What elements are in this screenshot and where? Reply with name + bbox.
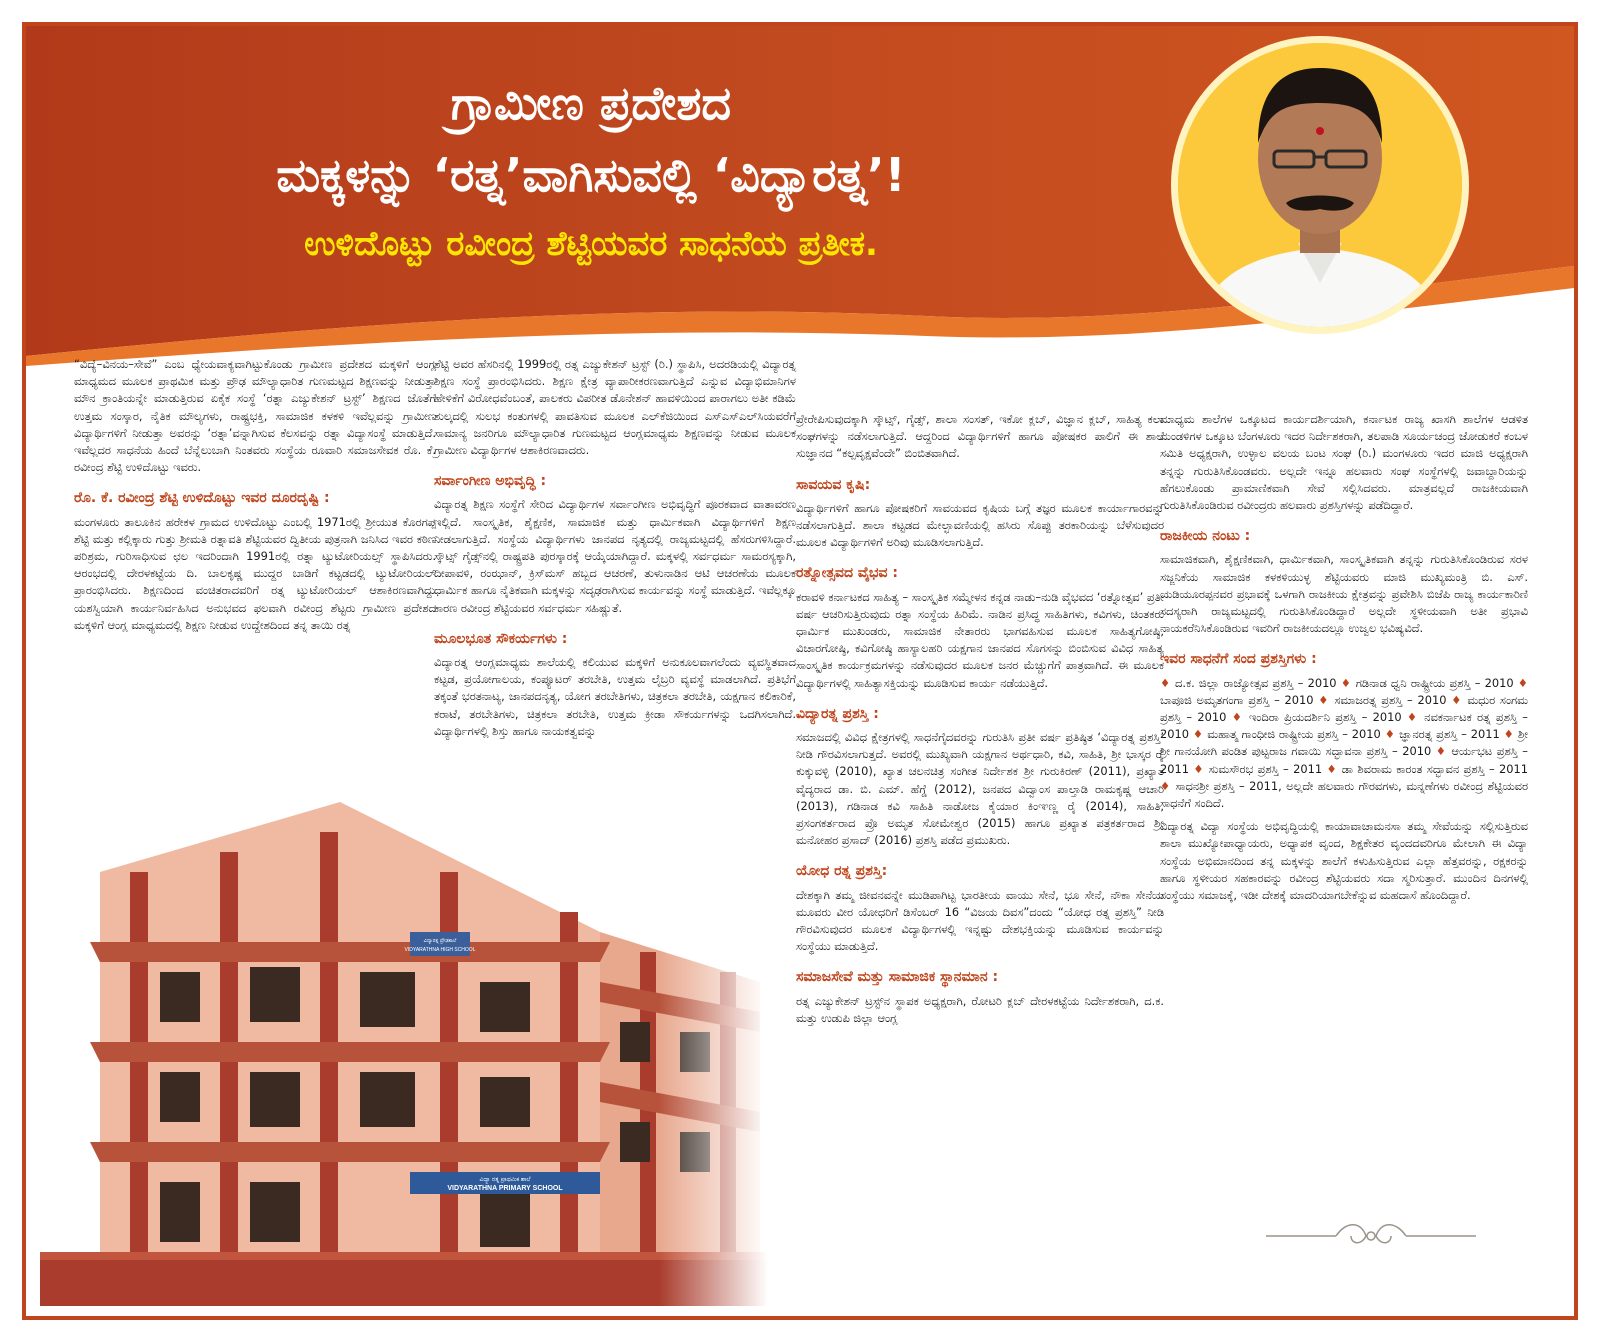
section-title-vidyarathna-award: ವಿದ್ಯಾರತ್ನ ಪ್ರಶಸ್ತಿ :: [796, 705, 879, 722]
clubs-paragraph: ಪ್ರೇರೇಪಿಸುವುದಕ್ಕಾಗಿ ಸ್ಕೌಟ್ಸ್, ಗೈಡ್ಸ್, ಶಾಲಾ ಸಂಸತ್, ಇಕೋ ಕ್ಲಬ್, ವಿಜ್ಞಾನ ಕ್ಲಬ್, ಸಾಹಿತ್ಯ ಕಲಾ ಸಂಘಗಳನ್ನು ನಡೆಸಲಾಗುತ್ತಿದೆ. ಆದ್ದರಿಂದ ವಿದ್ಯಾರ್ಥಿಗಳಿಗೆ ಹಾಗೂ ಪೋಷಕರ ಪಾಲಿಗೆ ಈ ಶಾಲೆ ಸುಜ್ಞಾನದ “ಕಲ್ಪವೃಕ್ಷವೆಂದೇ” ಬಿಂಬಿತವಾಗಿದೆ.: [796, 412, 1164, 461]
portrait-photo: [1171, 36, 1469, 334]
facilities-paragraph: ವಿದ್ಯಾರತ್ನ ಆಂಗ್ಲಮಾಧ್ಯಮ ಶಾಲೆಯಲ್ಲಿ ಕಲಿಯುವ ಮಕ್ಕಳಿಗೆ ಅನುಕೂಲವಾಗಲೆಂದು ವ್ಯವಸ್ಥಿತವಾದ ಕಟ್ಟಡ, ಪ್ರಯೋಗಾಲಯ, ಕಂಪ್ಯೂಟರ್ ತರಬೇತಿ, ಉತ್ತಮ ಲೈಬ್ರರಿ ವ್ಯವಸ್ಥೆ ಮಾಡಲಾಗಿದೆ. ಪ್ರತಿಭೆಗೆ ತಕ್ಕಂತೆ ಭರತನಾಟ್ಯ, ಜಾನಪದನೃತ್ಯ, ಯೋಗ ತರಬೇತಿಗಳು, ಚಿತ್ರಕಲಾ ತರಬೇತಿ, ಯಕ್ಷಗಾನ ಕಲಿಕಾರಿಕೆ, ಕರಾಟೆ, ತರಬೇತಿಗಳು, ಚಿತ್ರಕಲಾ ತರಬೇತಿ, ಉತ್ತಮ ಕ್ರೀಡಾ ಸೌಕರ್ಯಗಳನ್ನು ಒದಗಿಸಲಾಗಿದೆ. ವಿದ್ಯಾರ್ಥಿಗಳಲ್ಲಿ ಶಿಸ್ತು ಹಾಗೂ ನಾಯಕತ್ವವನ್ನು: [434, 655, 796, 738]
social-service-paragraph: ರತ್ನ ಎಜ್ಯುಕೇಶನ್ ಟ್ರಸ್ಟ್‌ನ ಸ್ಥಾಪಕ ಅಧ್ಯಕ್ಷರಾಗಿ, ರೋಟರಿ ಕ್ಲಬ್ ದೇರಳಕಟ್ಟೆಯ ನಿರ್ದೇಶಕರಾಗಿ, ದ.ಕ. ಮತ್ತು ಉಡುಪಿ ಜಿಲ್ಲಾ ಆಂಗ್ಲ: [796, 993, 1164, 1025]
development-paragraph: ವಿದ್ಯಾರತ್ನ ಶಿಕ್ಷಣ ಸಂಸ್ಥೆಗೆ ಸೇರಿದ ವಿದ್ಯಾರ್ಥಿಗಳ ಸರ್ವಾಂಗೀಣ ಅಭಿವೃದ್ಧಿಗೆ ಪೂರಕವಾದ ವಾತಾವರಣ ಇಲ್ಲಿದೆ. ಸಾಂಸ್ಕೃತಿಕ, ಶೈಕ್ಷಣಿಕ, ಸಾಮಾಜಿಕ ಮತ್ತು ಧಾರ್ಮಿಕವಾಗಿ ವಿದ್ಯಾರ್ಥಿಗಳಿಗೆ ಶಿಕ್ಷಣ ನೀಡಲಾಗುತ್ತಿದೆ. ಸಂಸ್ಥೆಯ ವಿದ್ಯಾರ್ಥಿಗಳು ಜಾನಪದ ನೃತ್ಯದಲ್ಲಿ ರಾಜ್ಯಮಟ್ಟದಲ್ಲಿ ಹೆಸರುಗಳಿಸಿದ್ದಾರೆ. ಸ್ಕೌಟ್ಸ್ ಗೈಡ್ಸ್‌ನಲ್ಲಿ ರಾಷ್ಟ್ರಪತಿ ಪುರಸ್ಕಾರಕ್ಕೆ ಆಯ್ಕೆಯಾಗಿದ್ದಾರೆ. ಮಕ್ಕಳಲ್ಲಿ ಸರ್ವಧರ್ಮ ಸಾಮರಸ್ಯಕ್ಕಾಗಿ, ದೀಪಾವಳಿ, ರಂಝಾನ್, ಕ್ರಿಸ್‌ಮಸ್ ಹಬ್ಬದ ಆಚರಣೆ, ತುಳುನಾಡಿನ ಆಟಿ ಆಚರಣೆಯ ಮೂಲಕ ಧಾರ್ಮಿಕ ಹಾಗೂ ನೈತಿಕವಾಗಿ ಮಕ್ಕಳನ್ನು ಸದೃಢರಾಗಿಸುವ ಕಾರ್ಯವನ್ನು ಸಂಸ್ಥೆ ಮಾಡುತ್ತಿದೆ. ಇವೆಲ್ಲಕ್ಕೂ ಕಾರಣ ರವೀಂದ್ರ ಶೆಟ್ಟಿಯವರ ಸರ್ವಧರ್ಮ ಸಹಿಷ್ಣುತೆ.: [434, 497, 796, 615]
school-building-photo: [40, 782, 768, 1306]
page-frame: [22, 22, 1578, 1320]
award-item: ದ.ಕ. ಜಿಲ್ಲಾ ರಾಜ್ಯೋತ್ಸವ ಪ್ರಶಸ್ತಿ – 2010: [1174, 675, 1341, 690]
award-item: ಶ್ರೀ ಶ್ರೀ ಗಾನಯೋಗಿ ಪಂಡಿತ ಪುಟ್ಟರಾಜ ಗವಾಯಿ ಸದ್ಭಾವನಾ ಪ್ರಶಸ್ತಿ – 2010: [1160, 727, 1529, 759]
yodha-award-paragraph: ದೇಶಕ್ಕಾಗಿ ತಮ್ಮ ಜೀವನವನ್ನೇ ಮುಡಿಪಾಗಿಟ್ಟ ಭಾರತೀಯ ವಾಯು ಸೇನೆ, ಭೂ ಸೇನೆ, ನೌಕಾ ಸೇನೆಯ ಮೂವರು ವೀರ ಯೋಧರಿಗೆ ಡಿಸೆಂಬರ್ 16 “ವಿಜಯ ದಿವಸ”ದಂದು “ಯೋಧ ರತ್ನ ಪ್ರಶಸ್ತಿ” ನೀಡಿ ಗೌರವಿಸುವುದರ ಮೂಲಕ ವಿದ್ಯಾರ್ಥಿಗಳಲ್ಲಿ ಇನ್ನಷ್ಟು ದೇಶಭಕ್ತಿಯನ್ನು ಮೂಡಿಸುವ ಕಾರ್ಯವನ್ನು ಸಂಸ್ಥೆಯು ಮಾಡುತ್ತಿದೆ.: [796, 887, 1164, 954]
section-title-development: ಸರ್ವಾಂಗೀಣ ಅಭಿವೃದ್ಧಿ :: [434, 473, 547, 490]
award-item: ಡಾ ಶಿವರಾಮ ಕಾರಂತ ಸದ್ಭಾವನ ಪ್ರಶಸ್ತಿ – 2011: [1341, 761, 1528, 776]
rathnotsava-paragraph: ಕರಾವಳಿ ಕರ್ನಾಟಕದ ಸಾಹಿತ್ಯ – ಸಾಂಸ್ಕೃತಿಕ ಸಮ್ಮೇಳನ ಕನ್ನಡ ನಾಡು–ನುಡಿ ವೈಭವದ ‘ರತ್ನೋತ್ಸವ’ ಪ್ರತೀ ವರ್ಷ ಆಚರಿಸುತ್ತಿರುವುದು ರತ್ನಾ ಸಂಸ್ಥೆಯ ಹಿರಿಮೆ. ನಾಡಿನ ಪ್ರಸಿದ್ಧ ಸಾಹಿತಿಗಳು, ಕವಿಗಳು, ಚಿಂತಕರು ಧಾರ್ಮಿಕ ಮುಖಂಡರು, ಸಾಮಾಜಿಕ ನೇತಾರರು ಭಾಗವಹಿಸುವ ಮೂಲಕ ಸಾಹಿತ್ಯಗೋಷ್ಠಿ, ವಿಚಾರಗೋಷ್ಠಿ, ಕವಿಗೋಷ್ಠಿ ಹಾಸ್ಯಾಲಹರಿ ಯಕ್ಷಗಾನ ಜಾನಪದ ಸೊಗಸನ್ನು ಬಿಂಬಿಸುವ ವಿವಿಧ ಸಾಹಿತ್ಯ ಸಾಂಸ್ಕೃತಿಕ ಕಾರ್ಯಕ್ರಮಗಳನ್ನು ನಡೆಸುವುದರ ಮೂಲಕ ಜನರ ಮೆಚ್ಚುಗೆಗೆ ಪಾತ್ರವಾಗಿದೆ. ಈ ಮೂಲಕ ವಿದ್ಯಾರ್ಥಿಗಳಲ್ಲಿ ಸಾಹಿತ್ಯಾಸಕ್ತಿಯನ್ನು ಮೂಡಿಸುವ ಕಾರ್ಯ ನಡೆಯುತ್ತಿದೆ.: [796, 589, 1164, 690]
award-item: ಸಮಾಜರತ್ನ ಪ್ರಶಸ್ತಿ – 2010: [1334, 692, 1452, 707]
section-title-rathnotsava: ರತ್ನೋತ್ಸವದ ವೈಭವ :: [796, 565, 898, 582]
award-item: ನವಕರ್ನಾಟಕ ರತ್ನ ಪ್ರಶಸ್ತಿ – 2010: [1160, 710, 1529, 742]
politics-paragraph: ಸಾಮಾಜಿಕವಾಗಿ, ಶೈಕ್ಷಣಿಕವಾಗಿ, ಧಾರ್ಮಿಕವಾಗಿ, ಸಾಂಸ್ಕೃತಿಕವಾಗಿ ತನ್ನನ್ನು ಗುರುತಿಸಿಕೊಂಡಿರುವ ಸರಳ ಸಜ್ಜನಿಕೆಯ ಸಾಮಾಜಿಕ ಕಳಕಳಿಯುಳ್ಳ ಶೆಟ್ಟಿಯವರು ಮಾಜಿ ಮುಖ್ಯಮಂತ್ರಿ ಬಿ. ಎಸ್. ಯಡಿಯೂರಪ್ಪನವರ ಪ್ರಭಾವಕ್ಕೆ ಒಳಗಾಗಿ ರಾಜಕೀಯ ಕ್ಷೇತ್ರವನ್ನು ಪ್ರವೇಶಿಸಿ ಬಿಜೆಪಿ ರಾಜ್ಯ ಕಾರ್ಯಕಾರಿಣಿ ಸದಸ್ಯರಾಗಿ ರಾಜ್ಯಮಟ್ಟದಲ್ಲಿ ಗುರುತಿಸಿಕೊಂಡಿದ್ದಾರೆ ಅಲ್ಲದೇ ಸ್ಥಳೀಯವಾಗಿ ಅತೀ ಪ್ರಭಾವಿ ನಾಯಕರೆನಿಸಿಕೊಂಡಿರುವ ಇವರಿಗೆ ರಾಜಕೀಯದಲ್ಲೂ ಉಜ್ವಲ ಭವಿಷ್ಯವಿದೆ.: [1160, 552, 1528, 636]
closing-paragraph: ವಿದ್ಯಾರತ್ನ ವಿದ್ಯಾ ಸಂಸ್ಥೆಯ ಅಭಿವೃದ್ಧಿಯಲ್ಲಿ ಕಾಯಾವಾಚಾಮನಸಾ ತಮ್ಮ ಸೇವೆಯನ್ನು ಸಲ್ಲಿಸುತ್ತಿರುವ ಶಾಲಾ ಮುಖ್ಯೋಪಾಧ್ಯಾಯರು, ಅಧ್ಯಾಪಕ ವೃಂದ, ಶಿಕ್ಷಕೇತರ ವೃಂದದವರಿಗೂ ಮೇಲಾಗಿ ಈ ವಿದ್ಯಾ ಸಂಸ್ಥೆಯ ಅಭಿಮಾನದಿಂದ ತನ್ನ ಮಕ್ಕಳನ್ನು ಶಾಲೆಗೆ ಕಳುಹಿಸುತ್ತಿರುವ ಎಲ್ಲಾ ಹೆತ್ತವರನ್ನು, ರಕ್ಷಕರನ್ನು ಹಾಗೂ ಸ್ಥಳೀಯರ ಸಹಕಾರವನ್ನು ರವೀಂದ್ರ ಶೆಟ್ಟಿಯವರು ಸದಾ ಸ್ಮರಿಸುತ್ತಾರೆ. ಮುಂದಿನ ದಿನಗಳಲ್ಲಿ ಸಂಸ್ಥೆಯು ಸಮಾಜಕ್ಕೆ, ಇಡೀ ದೇಶಕ್ಕೆ ಮಾದರಿಯಾಗಬೇಕೆನ್ನುವ ಮಹದಾಸೆ ಹೊಂದಿದ್ದಾರೆ.: [1160, 819, 1528, 903]
intro-paragraph: “ವಿದ್ಯೆ–ವಿನಯ–ಸೇವೆ” ಎಂಬ ಧ್ಯೇಯವಾಕ್ಯವಾಗಿಟ್ಟುಕೊಂಡು ಗ್ರಾಮೀಣ ಪ್ರದೇಶದ ಮಕ್ಕಳಿಗೆ ಆಂಗ್ಲ ಮಾಧ್ಯಮದ ಮೂಲಕ ಪ್ರಾಥಮಿಕ ಮತ್ತು ಪ್ರೌಢ ಮೌಲ್ಯಾಧಾರಿತ ಗುಣಮಟ್ಟದ ಶಿಕ್ಷಣವನ್ನು ನೀಡುತ್ತಾ ಮೌನ ಕ್ರಾಂತಿಯನ್ನೇ ಮಾಡುತ್ತಿರುವ ಏಕೈಕ ಸಂಸ್ಥೆ ‘ರತ್ನಾ ಎಜ್ಯುಕೇಶನ್ ಟ್ರಸ್ಟ್’ ಶಿಕ್ಷಣದ ಜೊತೆಗೆ ಉತ್ತಮ ಸಂಸ್ಕಾರ, ನೈತಿಕ ಮೌಲ್ಯಗಳು, ರಾಷ್ಟ್ರಭಕ್ತಿ, ಸಾಮಾಜಿಕ ಕಳಕಳಿ ಇವೆಲ್ಲವನ್ನು ಗ್ರಾಮೀಣ ವಿದ್ಯಾರ್ಥಿಗಳಿಗೆ ನೀಡುತ್ತಾ ಅವರನ್ನು ‘ರತ್ನಾ’ವನ್ನಾಗಿಸುವ ಕೆಲಸವನ್ನು ರತ್ನಾ ವಿದ್ಯಾಸಂಸ್ಥೆ ಮಾಡುತ್ತಿದೆ. ಇವೆಲ್ಲದರ ಸಾಧನೆಯ ಹಿಂದೆ ಬೆನ್ನೆಲುಬಾಗಿ ನಿಂತವರು ಸಂಸ್ಥೆಯ ರೂವಾರಿ ಸಮಾಜಸೇವಕ ರೊ. ಕೆ. ರವೀಂದ್ರ ಶೆಟ್ಟಿ ಉಳಿದೊಟ್ಟು ಇವರು.: [74, 357, 436, 475]
section-title-facilities: ಮೂಲಭೂತ ಸೌಕರ್ಯಗಳು :: [434, 630, 568, 647]
section-title-vision: ರೊ. ಕೆ. ರವೀಂದ್ರ ಶೆಟ್ಟಿ ಉಳಿದೊಟ್ಟು ಇವರ ದೂರದೃಷ್ಟಿ :: [74, 490, 330, 507]
positions-paragraph: ಮಾಧ್ಯಮ ಶಾಲೆಗಳ ಒಕ್ಕೂಟದ ಕಾರ್ಯದರ್ಶಿಯಾಗಿ, ಕರ್ನಾಟಕ ರಾಜ್ಯ ಖಾಸಗಿ ಶಾಲೆಗಳ ಆಡಳಿತ ಮಂಡಳಿಗಳ ಒಕ್ಕೂಟ ಬೆಂಗಳೂರು ಇದರ ನಿರ್ದೇಶಕರಾಗಿ, ತಲಪಾಡಿ ಸೂರ್ಯಚಂದ್ರ ಜೋಡುಕರೆ ಕಂಬಳ ಸಮಿತಿ ಅಧ್ಯಕ್ಷರಾಗಿ, ಉಳ್ಳಾಲ ವಲಯ ಬಂಟ ಸಂಘ (ರಿ.) ಮಂಗಳೂರು ಇದರ ಮಾಜಿ ಅಧ್ಯಕ್ಷರಾಗಿ ತನ್ನನ್ನು ಗುರುತಿಸಿಕೊಂಡವರು. ಅಲ್ಲದೇ ಇನ್ನೂ ಹಲವಾರು ಸಂಘ ಸಂಸ್ಥೆಗಳಲ್ಲಿ ಜವಾಬ್ದಾರಿಯನ್ನು ಹೆಗಲುಕೊಂಡು ಪ್ರಾಮಾಣಿಕವಾಗಿ ಸೇವೆ ಸಲ್ಲಿಸಿದವರು. ಮಾತ್ರವಲ್ಲದೆ ರಾಜಕೀಯವಾಗಿ ಗುರುತಿಸಿಕೊಂಡಿರುವ ರವೀಂದ್ರರು ಹಲವಾರು ಪ್ರಶಸ್ತಿಗಳನ್ನು ಪಡೆದಿದ್ದಾರೆ.: [1160, 412, 1528, 513]
vision-paragraph: ಮಂಗಳೂರು ತಾಲೂಕಿನ ಹರೇಕಳ ಗ್ರಾಮದ ಉಳಿದೊಟ್ಟು ಎಂಬಲ್ಲಿ 1971ರಲ್ಲಿ ಶ್ರೀಯುತ ಕೊರಗಪ್ಪ ಶೆಟ್ಟಿ ಮತ್ತು ಕಲ್ಲಿಕ್ಕಾರು ಗುತ್ತು ಶ್ರೀಮತಿ ರತ್ನಾವತಿ ಶೆಟ್ಟಿಯವರ ದ್ವಿತೀಯ ಪುತ್ರನಾಗಿ ಜನಿಸಿದ ಇವರ ಕಠಿಣ ಪರಿಶ್ರಮ, ಗುರಿಸಾಧಿಸುವ ಛಲ ಇದರಿಂದಾಗಿ 1991ರಲ್ಲಿ ರತ್ನಾ ಟ್ಯುಟೋರಿಯಲ್ಸ್ ಸ್ಥಾಪಿಸಿದರು. ಆರಂಭದಲ್ಲಿ ದೇರಳಕಟ್ಟೆಯ ದಿ. ಬಾಲಕೃಷ್ಣ ಮುದ್ದರ ಬಾಡಿಗೆ ಕಟ್ಟಡದಲ್ಲಿ ಟ್ಯುಟೋರಿಯಲ್ ಪ್ರಾರಂಭಿಸಿದರು. ಶಿಕ್ಷಣದಿಂದ ವಂಚಿತರಾದವರಿಗೆ ರತ್ನ ಟ್ಯುಟೋರಿಯಲ್ ಆಶಾಕಿರಣವಾಗಿದ್ದು ಯಶಸ್ವಿಯಾಗಿ ಕಾರ್ಯನಿರ್ವಹಿಸಿದ ಅನುಭವದ ಫಲವಾಗಿ ರವೀಂದ್ರ ಶೆಟ್ಟರು ಗ್ರಾಮೀಣ ಪ್ರದೇಶದ ಮಕ್ಕಳಿಗೆ ಆಂಗ್ಲ ಮಾಧ್ಯಮದಲ್ಲಿ ಶಿಕ್ಷಣ ನೀಡುವ ಉದ್ದೇಶದಿಂದ ತನ್ನ ತಾಯಿ ರತ್ನ: [74, 514, 436, 632]
section-title-awards: ಇವರ ಸಾಧನೆಗೆ ಸಂದ ಪ್ರಶಸ್ತಿಗಳು :: [1160, 651, 1317, 668]
award-bullet-icon: ♦: [1231, 710, 1249, 725]
award-item: ಸುಮಸೌರಭ ಪ್ರಶಸ್ತಿ – 2011: [1208, 761, 1327, 776]
column-2: [434, 356, 796, 746]
trust-paragraph: ಶೆಟ್ಟಿ ಅವರ ಹೆಸರಿನಲ್ಲಿ 1999ರಲ್ಲಿ ರತ್ನ ಎಜ್ಯುಕೇಶನ್ ಟ್ರಸ್ಟ್ (ರಿ.) ಸ್ಥಾಪಿಸಿ, ಅದರಡಿಯಲ್ಲಿ ವಿದ್ಯಾರತ್ನ ಶಿಕ್ಷಣ ಸಂಸ್ಥೆ ಪ್ರಾರಂಭಿಸಿದರು. ಶಿಕ್ಷಣ ಕ್ಷೇತ್ರ ವ್ಯಾಪಾರೀಕರಣವಾಗುತ್ತಿದೆ ಎನ್ನುವ ವಿದ್ಯಾಭಿಮಾನಿಗಳ ಹೇಳಿಕೆಗೆ ವಿರೋಧವೆಂಬಂತೆ, ಪಾಲಕರು ವಿಪರೀತ ಡೊನೇಶನ್ ಹಾವಳಿಯಿಂದ ಪಾರಾಗಲು ಅತೀ ಕಡಿಮೆ ಶುಲ್ಕದಲ್ಲಿ ಸುಲಭ ಕಂತುಗಳಲ್ಲಿ ಪಾವತಿಸುವ ಮೂಲಕ ಎಲ್‌ಕೆಜಿಯಿಂದ ಎಸ್‌ಎಸ್‌ಎಲ್‌ಸಿಯವರೆಗೆ ಸಾಮಾನ್ಯ ಜನರಿಗೂ ಮೌಲ್ಯಾಧಾರಿತ ಗುಣಮಟ್ಟದ ಆಂಗ್ಲಮಾಧ್ಯಮ ಶಿಕ್ಷಣವನ್ನು ನೀಡುವ ಮೂಲಕ ಗ್ರಾಮೀಣ ವಿದ್ಯಾರ್ಥಿಗಳ ಆಶಾಕಿರಣವಾದರು.: [434, 357, 796, 458]
award-bullet-icon: ♦: [1503, 727, 1518, 742]
award-bullet-icon: ♦: [1160, 675, 1175, 690]
awards-list: [1160, 675, 1528, 813]
award-item: ಮಧುರ ಸಂಗಮ ಪ್ರಶಸ್ತಿ – 2010: [1160, 692, 1528, 725]
section-title-politics: ರಾಜಕೀಯ ನಂಟು :: [1160, 528, 1251, 545]
award-bullet-icon: ♦: [1160, 778, 1176, 793]
award-item: ಜ್ಞಾನರತ್ನ ಪ್ರಶಸ್ತಿ – 2011: [1399, 727, 1504, 742]
headline-line-2: ಮಕ್ಕಳನ್ನು ‘ರತ್ನ’ವಾಗಿಸುವಲ್ಲಿ ‘ವಿದ್ಯಾರತ್ನ’!: [276, 148, 906, 202]
vidyarathna-award-paragraph: ಸಮಾಜದಲ್ಲಿ ವಿವಿಧ ಕ್ಷೇತ್ರಗಳಲ್ಲಿ ಸಾಧನೆಗೈದವರನ್ನು ಗುರುತಿಸಿ ಪ್ರತೀ ವರ್ಷ ಪ್ರತಿಷ್ಠಿತ ‘ವಿದ್ಯಾರತ್ನ ಪ್ರಶಸ್ತಿ’ ನೀಡಿ ಗೌರವಿಸಲಾಗುತ್ತದೆ. ಅವರಲ್ಲಿ ಮುಖ್ಯವಾಗಿ ಯಕ್ಷಗಾನ ಅರ್ಥಧಾರಿ, ಕವಿ, ಸಾಹಿತಿ, ಶ್ರೀ ಭಾಸ್ಕರ ರೈ ಕುಕ್ಕುವಳ್ಳಿ (2010), ಖ್ಯಾತ ಚಲನಚಿತ್ರ ಸಂಗೀತ ನಿರ್ದೇಶಕ ಶ್ರೀ ಗುರುಕಿರಣ್ (2011), ಪ್ರಖ್ಯಾತ ವೈದ್ಯರಾದ ಡಾ. ಬಿ. ಎಮ್. ಹೆಗ್ಡೆ (2012), ಜನಪದ ವಿದ್ವಾಂಸ ಪಾಲ್ತಾಡಿ ರಾಮಕೃಷ್ಣ ಆಚಾರಿ (2013), ಗಡಿನಾಡ ಕವಿ ಸಾಹಿತಿ ನಾಡೋಜ ಕೈಯಾರ ಕಿಂಞಣ್ಣ ರೈ (2014), ಸಾಹಿತಿ, ಪ್ರಸಂಗಕರ್ತರಾದ ಪ್ರೊ ಅಮೃತ ಸೋಮೇಶ್ವರ (2015) ಹಾಗೂ ಪ್ರಖ್ಯಾತ ಪತ್ರಕರ್ತರಾದ ಶ್ರೀ ಮನೋಹರ ಪ್ರಸಾದ್ (2016) ಪ್ರಶಸ್ತಿ ಪಡೆದ ಪ್ರಮುಖರು.: [796, 730, 1164, 848]
organic-farming-paragraph: ವಿದ್ಯಾರ್ಥಿಗಳಿಗೆ ಹಾಗೂ ಪೋಷಕರಿಗೆ ಸಾವಯವದ ಕೃಷಿಯ ಬಗ್ಗೆ ತಜ್ಞರ ಮೂಲಕ ಕಾರ್ಯಾಗಾರವನ್ನು ನಡೆಸಲಾಗುತ್ತಿದೆ. ಶಾಲಾ ಕಟ್ಟಡದ ಮೇಲ್ಛಾವಣಿಯಲ್ಲಿ ಹಸಿರು ಸೊಪ್ಪು ತರಕಾರಿಯನ್ನು ಬೆಳೆಸುವುದರ ಮೂಲಕ ವಿದ್ಯಾರ್ಥಿಗಳಿಗೆ ಅರಿವು ಮೂಡಿಸಲಾಗುತ್ತಿದೆ.: [796, 500, 1164, 550]
award-item: ಬಾಪೂಜಿ ಅಮೃತಗಂಗಾ ಪ್ರಶಸ್ತಿ – 2010: [1160, 692, 1319, 707]
award-bullet-icon: ♦: [1192, 727, 1208, 742]
award-item: ಗಡಿನಾಡ ಧ್ವನಿ ರಾಷ್ಟ್ರೀಯ ಪ್ರಶಸ್ತಿ – 2010: [1355, 675, 1518, 690]
awards-tail: ಅಲ್ಲದೇ ಹಲವಾರು ಗೌರವಗಳು, ಮನ್ನಣೆಗಳು ರವೀಂದ್ರ ಶೆಟ್ಟಿಯವರ ಸಾಧನೆಗೆ ಸಂದಿದೆ.: [1160, 778, 1528, 811]
award-item: ಆರ್ಯಭಟ ಪ್ರಶಸ್ತಿ – 2011: [1160, 744, 1528, 776]
decorative-ornament-icon: [1256, 1216, 1486, 1256]
award-bullet-icon: ♦: [1451, 692, 1468, 707]
header-banner: [26, 26, 1574, 366]
award-bullet-icon: ♦: [1406, 710, 1425, 725]
award-bullet-icon: ♦: [1193, 761, 1209, 776]
award-item: ಮಹಾತ್ಮ ಗಾಂಧೀಜಿ ರಾಷ್ಟ್ರೀಯ ಪ್ರಶಸ್ತಿ – 2010: [1207, 727, 1385, 742]
award-bullet-icon: ♦: [1318, 692, 1335, 707]
column-4: [1160, 411, 1528, 910]
section-title-organic-farming: ಸಾವಯವ ಕೃಷಿ:: [796, 476, 871, 493]
award-bullet-icon: ♦: [1435, 744, 1452, 759]
award-bullet-icon: ♦: [1340, 675, 1356, 690]
award-item: ಸಾಧನಶ್ರೀ ಪ್ರಶಸ್ತಿ – 2011,: [1175, 778, 1287, 793]
award-bullet-icon: ♦: [1384, 727, 1400, 742]
award-item: ಇಂದಿರಾ ಪ್ರಿಯದರ್ಶಿನಿ ಪ್ರಶಸ್ತಿ – 2010: [1248, 710, 1407, 725]
headline-line-3: ಉಳಿದೊಟ್ಟು ರವೀಂದ್ರ ಶೆಟ್ಟಿಯವರ ಸಾಧನೆಯ ಪ್ರತೀಕ.: [304, 224, 878, 264]
section-title-social-service: ಸಮಾಜಸೇವೆ ಮತ್ತು ಸಾಮಾಜಿಕ ಸ್ಥಾನಮಾನ :: [796, 969, 999, 986]
section-title-yodha-award: ಯೋಧ ರತ್ನ ಪ್ರಶಸ್ತಿ:: [796, 863, 888, 880]
award-bullet-icon: ♦: [1326, 761, 1342, 776]
award-bullet-icon: ♦: [1517, 675, 1528, 690]
column-3: [796, 411, 1164, 1033]
headline-line-1: ಗ್ರಾಮೀಣ ಪ್ರದೇಶದ: [450, 76, 732, 130]
column-1: [74, 356, 436, 640]
